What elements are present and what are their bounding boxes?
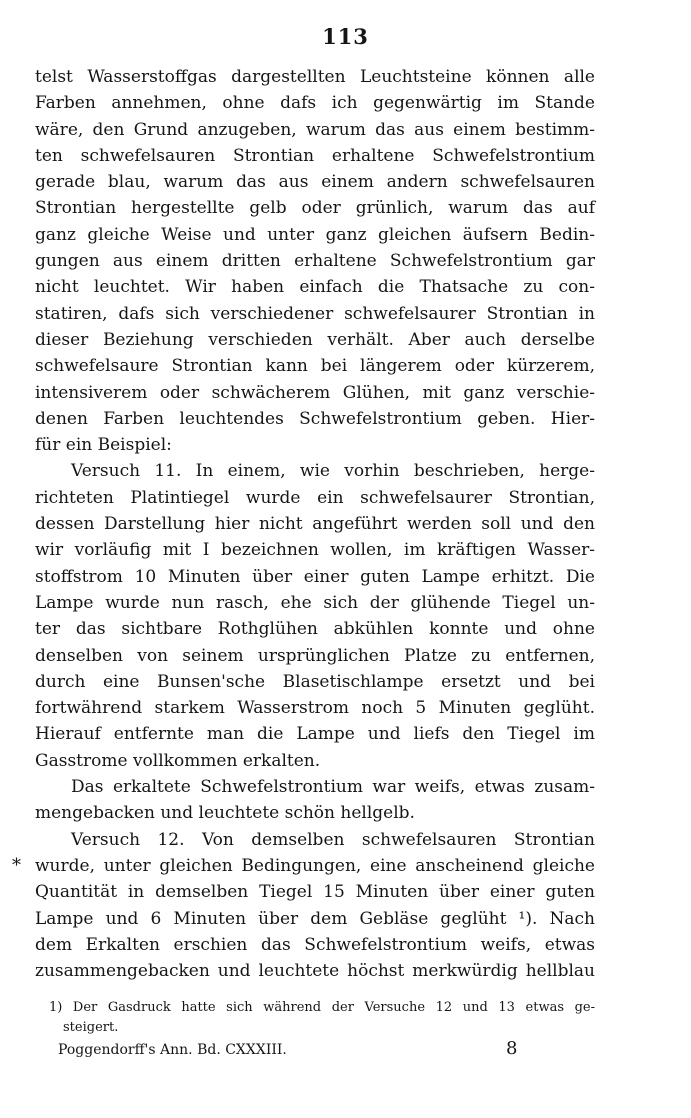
text-line: fortwährend starkem Wasserstrom noch 5 Minuten geglüht. xyxy=(35,698,595,719)
text-line: Gasstrome vollkommen erkalten. xyxy=(35,750,321,771)
text-line: stoffstrom 10 Minuten über einer guten Lampe erhitzt. Die xyxy=(35,566,595,587)
text-line: Strontian hergestellte gelb oder grünlich, warum das auf xyxy=(35,198,595,219)
text-line: für ein Beispiel: xyxy=(35,435,172,456)
text-line: Farben annehmen, ohne dafs ich gegenwärtig im Stande xyxy=(35,93,595,114)
text-line: Hierauf entfernte man die Lampe und liefs den Tiegel im xyxy=(35,724,595,745)
text-line: ganz gleiche Weise und unter ganz gleichen äufsern Bedin- xyxy=(35,224,595,245)
footnote xyxy=(49,998,595,1038)
text-line: dem Erkalten erschien das Schwefelstrontium weifs, etwas xyxy=(35,934,595,955)
page-number: 113 xyxy=(322,24,369,49)
text-line: schwefelsaure Strontian kann bei längerem oder kürzerem, xyxy=(35,356,595,377)
sheet-number: 8 xyxy=(506,1038,518,1059)
footnote-line: steigert. xyxy=(63,1020,119,1035)
text-line: mengebacken und leuchtete schön hellgelb. xyxy=(35,803,415,824)
text-line: nicht leuchtet. Wir haben einfach die Thatsache zu con- xyxy=(35,277,595,298)
text-line: Das erkaltete Schwefelstrontium war weifs, etwas zusam- xyxy=(71,777,595,798)
text-line: Versuch 12. Von demselben schwefelsauren Strontian xyxy=(71,829,595,850)
margin-asterisk: * xyxy=(12,855,21,876)
text-line: durch eine Bunsen'sche Blasetischlampe ersetzt und bei xyxy=(35,671,595,692)
footnote-line: 1) Der Gasdruck hatte sich während der Versuche 12 und 13 etwas ge- xyxy=(49,1000,595,1015)
body-text xyxy=(35,64,595,984)
text-line: Lampe wurde nun rasch, ehe sich der glühende Tiegel un- xyxy=(35,592,595,613)
text-line: Quantität in demselben Tiegel 15 Minuten über einer guten xyxy=(35,882,595,903)
text-line: Versuch 11. In einem, wie vorhin beschrieben, herge- xyxy=(71,461,595,482)
journal-signature: Poggendorff's Ann. Bd. CXXXIII. xyxy=(58,1042,287,1058)
text-line: dieser Beziehung verschieden verhält. Aber auch derselbe xyxy=(35,329,595,350)
text-line: dessen Darstellung hier nicht angeführt werden soll und den xyxy=(35,514,595,535)
text-line: denen Farben leuchtendes Schwefelstrontium geben. Hier- xyxy=(35,408,595,429)
text-line: gerade blau, warum das aus einem andern schwefelsauren xyxy=(35,172,595,193)
text-line: intensiverem oder schwächerem Glühen, mit ganz verschie- xyxy=(35,382,595,403)
text-line: wäre, den Grund anzugeben, warum das aus einem bestimm- xyxy=(35,119,595,140)
text-line: telst Wasserstoffgas dargestellten Leuchtsteine können alle xyxy=(35,67,595,87)
text-line: wurde, unter gleichen Bedingungen, eine anscheinend gleiche xyxy=(35,855,595,876)
text-line: wir vorläufig mit I bezeichnen wollen, im kräftigen Wasser- xyxy=(35,540,595,561)
text-line: denselben von seinem ursprünglichen Platze zu entfernen, xyxy=(35,645,595,666)
text-line: gungen aus einem dritten erhaltene Schwefelstrontium gar xyxy=(35,251,595,272)
text-line: ten schwefelsauren Strontian erhaltene Schwefelstrontium xyxy=(35,145,595,166)
text-line: richteten Platintiegel wurde ein schwefelsaurer Strontian, xyxy=(35,487,595,508)
text-line: Lampe und 6 Minuten über dem Gebläse geglüht ¹). Nach xyxy=(35,908,595,929)
text-line: statiren, dafs sich verschiedener schwefelsaurer Strontian in xyxy=(35,303,595,324)
text-line: ter das sichtbare Rothglühen abkühlen konnte und ohne xyxy=(35,619,595,640)
text-line: zusammengebacken und leuchtete höchst merkwürdig hellblau xyxy=(35,961,595,982)
